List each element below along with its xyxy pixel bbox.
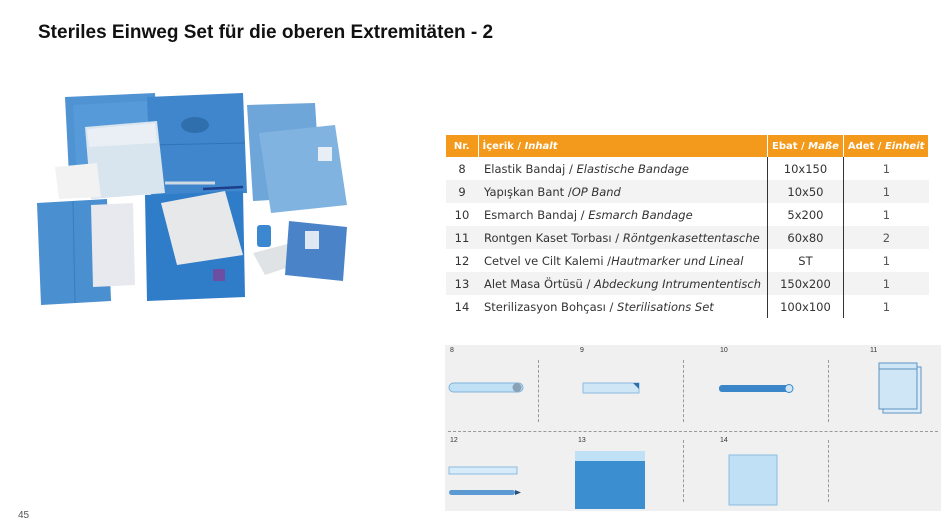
folded-drape-right xyxy=(247,103,347,213)
illustration-12: 12 xyxy=(445,435,538,511)
row-size: 5x200 xyxy=(768,203,844,226)
row-number: 11 xyxy=(446,226,478,249)
row-size: 150x200 xyxy=(768,272,844,295)
illustration-13: 13 xyxy=(573,435,683,511)
illustration-10: 10 xyxy=(715,345,825,431)
table-row xyxy=(446,203,929,226)
row-qty: 1 xyxy=(882,299,891,314)
grid-divider xyxy=(683,360,684,422)
row-number: 13 xyxy=(446,272,478,295)
grid-divider xyxy=(538,360,539,422)
grid-divider xyxy=(828,440,829,502)
row-size: 10x50 xyxy=(768,180,844,203)
grid-divider xyxy=(448,431,938,432)
row-size: 10x150 xyxy=(768,157,844,180)
row-content: Cetvel ve Cilt Kalemi /Hautmarker und Lineal xyxy=(484,253,744,268)
row-content: Elastik Bandaj / Elastische Bandage xyxy=(484,161,689,176)
table-cover-drawing xyxy=(573,435,683,511)
row-number: 9 xyxy=(446,180,478,203)
table-row xyxy=(446,249,929,272)
row-content: Yapışkan Bant /OP Band xyxy=(478,180,768,203)
table-cover xyxy=(145,191,245,301)
row-number: 10 xyxy=(454,207,470,222)
op-band-drawing xyxy=(575,345,675,431)
table-row xyxy=(446,295,929,318)
table-row xyxy=(446,272,929,295)
illustration-8: 8 xyxy=(445,345,538,431)
row-content: Sterilizasyon Bohçası / Sterilisations Set xyxy=(484,299,714,314)
row-qty: 1 xyxy=(882,253,891,268)
row-content: Rontgen Kaset Torbası / Röntgenkasettentasche xyxy=(478,226,768,249)
illustration-11: 11 xyxy=(865,345,941,431)
table-header-row xyxy=(446,135,929,157)
row-qty: 1 xyxy=(843,180,929,203)
x-ray-cassette-bag xyxy=(285,221,347,281)
ruler-marker-drawing xyxy=(445,435,538,511)
grid-divider xyxy=(828,360,829,422)
table-row xyxy=(446,157,929,180)
page-title: Steriles Einweg Set für die oberen Extremitäten - 2 xyxy=(38,22,494,43)
row-number: 14 xyxy=(454,299,470,314)
row-qty: 1 xyxy=(843,272,929,295)
row-qty: 1 xyxy=(882,207,891,222)
grid-divider xyxy=(683,440,684,502)
row-qty: 1 xyxy=(882,161,891,176)
sterilisation-wrap-drawing xyxy=(715,435,825,511)
esmarch-roll xyxy=(257,225,271,247)
elastic-bandage-drawing xyxy=(445,345,538,431)
header-qty: Adet / Einheit xyxy=(843,135,929,157)
esmarch-bandage-drawing xyxy=(715,345,825,431)
product-photo xyxy=(15,85,385,325)
contents-table xyxy=(446,135,929,318)
table-row xyxy=(446,226,929,249)
x-ray-bag-drawing xyxy=(865,345,941,431)
header-size: Ebat / Maße xyxy=(768,135,844,157)
illustration-9: 9 xyxy=(575,345,675,431)
illustration-14: 14 xyxy=(715,435,825,511)
row-qty: 2 xyxy=(843,226,929,249)
row-content: Alet Masa Örtüsü / Abdeckung Intrumententisch xyxy=(478,272,768,295)
page-number: 45 xyxy=(18,510,30,521)
table-row xyxy=(446,180,929,203)
row-number: 12 xyxy=(454,253,470,268)
row-size: ST xyxy=(768,249,844,272)
gauze-pad xyxy=(55,163,101,199)
item-illustrations xyxy=(445,345,941,511)
row-content: Esmarch Bandaj / Esmarch Bandage xyxy=(484,207,693,222)
header-content: İçerik / Inhalt xyxy=(478,135,768,157)
header-no: Nr. xyxy=(446,135,478,157)
instruction-card xyxy=(91,203,135,287)
row-number: 8 xyxy=(458,161,466,176)
row-size: 100x100 xyxy=(768,295,844,318)
row-size: 60x80 xyxy=(768,226,844,249)
